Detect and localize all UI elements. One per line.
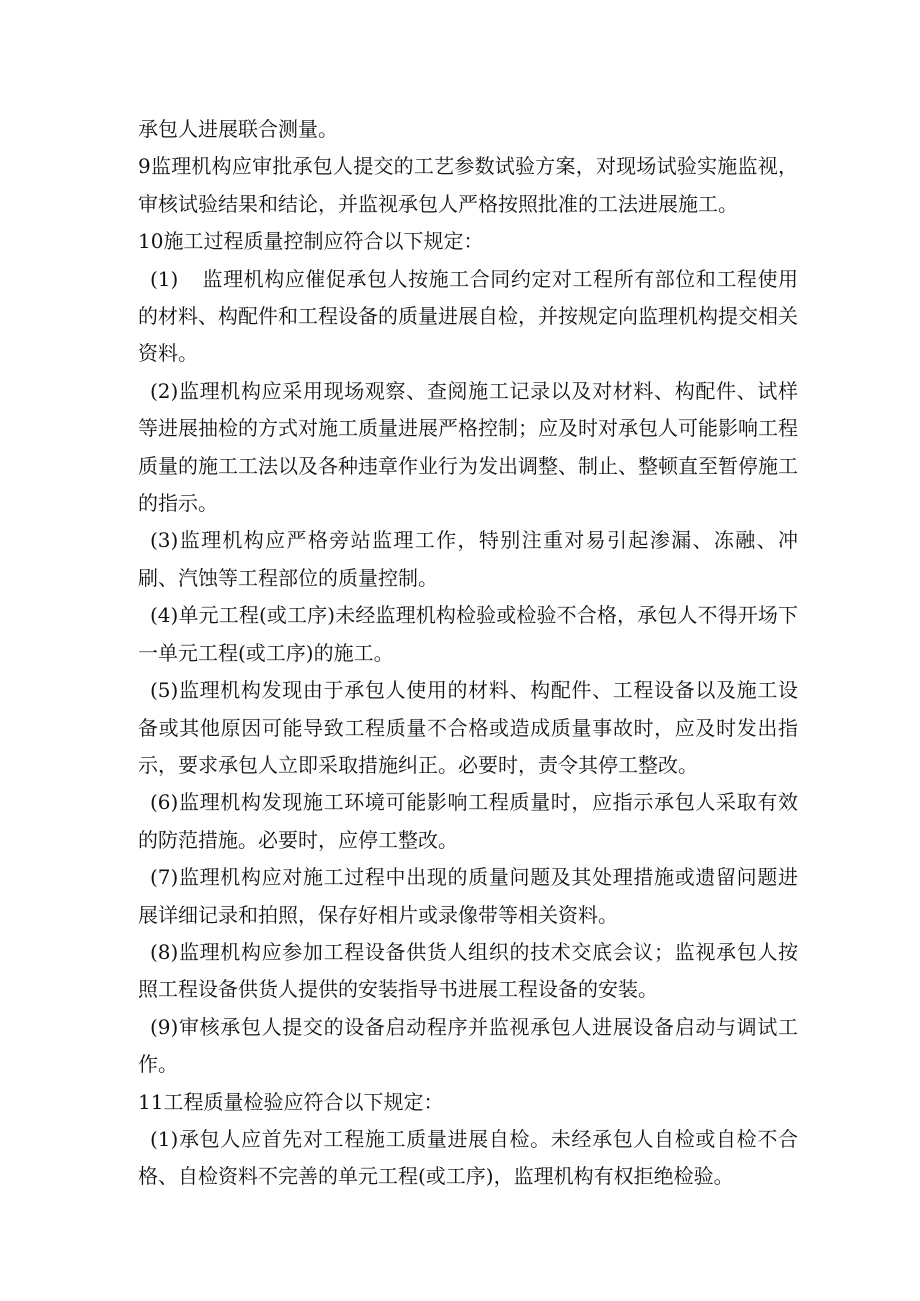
clause-10-heading: 10施工过程质量控制应符合以下规定：	[138, 229, 484, 254]
clause-10-item-8: (8)监理机构应参加工程设备供货人组织的技术交底会议；监视承包人按照工程设备供货人提供的安装指导书进展工程设备的安装。	[138, 939, 798, 1002]
item-text: 监理机构应催促承包人按施工合同约定对工程所有部位和工程使用的材料、构配件和工程设备的质量进展自检，并按规定向监理机构提交相关资料。	[138, 266, 798, 366]
clause-10-item-3: (3)监理机构应严格旁站监理工作，特别注重对易引起渗漏、冻融、冲刷、汽蚀等工程部位的质量控制。	[138, 528, 798, 590]
paragraph-continuation: 承包人进展联合测量。	[138, 117, 338, 141]
clause-9: 9监理机构应审批承包人提交的工艺参数试验方案，对现场试验实施监视，审核试验结果和结论，并监视承包人严格按照批准的工法进展施工。	[138, 154, 798, 216]
clause-10-item-6: (6)监理机构发现施工环境可能影响工程质量时，应指示承包人采取有效的防范措施。必要时，应停工整改。	[138, 790, 798, 852]
item-number: (1)	[150, 266, 179, 291]
clause-10-item-9: (9)审核承包人提交的设备启动程序并监视承包人进展设备启动与调试工作。	[138, 1014, 798, 1077]
document-body	[138, 111, 798, 1196]
clause-10-item-2: (2)监理机构应采用现场观察、查阅施工记录以及对材料、构配件、试样等进展抽检的方式对施工质量进展严格控制；应及时对承包人可能影响工程质量的施工工法以及各种违章作业行为发出调整、制止、整顿直至暂停施工的指示。	[138, 378, 798, 516]
clause-10-item-4: (4)单元工程(或工序)未经监理机构检验或检验不合格，承包人不得开场下一单元工程(或工序)的施工。	[138, 603, 798, 665]
clause-10-item-7: (7)监理机构应对施工过程中出现的质量问题及其处理措施或遗留问题进展详细记录和拍照，保存好相片或录像带等相关资料。	[138, 865, 798, 927]
clause-10-item-5: (5)监理机构发现由于承包人使用的材料、构配件、工程设备以及施工设备或其他原因可能导致工程质量不合格或造成质量事故时，应及时发出指示，要求承包人立即采取措施纠正。必要时，责令其停工整改。	[138, 678, 798, 777]
clause-10-item-1	[138, 261, 798, 373]
clause-11-heading: 11工程质量检验应符合以下规定：	[138, 1089, 444, 1114]
clause-11-item-1: (1)承包人应首先对工程施工质量进展自检。未经承包人自检或自检不合格、自检资料不完善的单元工程(或工序)，监理机构有权拒绝检验。	[138, 1126, 798, 1189]
